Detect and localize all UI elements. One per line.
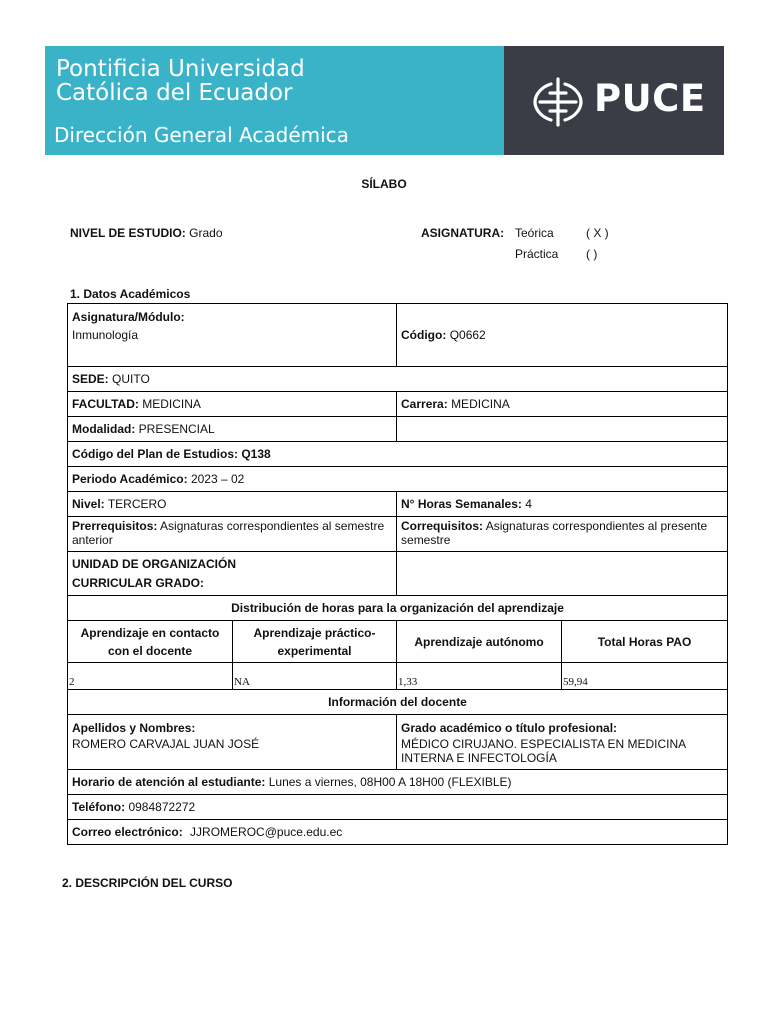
value-autonomo: 1,33	[397, 663, 562, 690]
header-total: Total Horas PAO	[562, 621, 728, 663]
teorica-label: Teórica	[515, 226, 554, 240]
horario-cell	[68, 770, 728, 795]
nivel-estudio	[70, 226, 223, 240]
modalidad-label: Modalidad:	[72, 422, 136, 436]
teorica-mark: ( X )	[586, 226, 609, 240]
prerrequisitos-cell	[68, 517, 397, 552]
docente-title: Información del docente	[68, 690, 728, 715]
periodo-value: 2023 – 02	[190, 472, 245, 486]
correo-value: JJROMEROC@puce.edu.ec	[190, 825, 343, 839]
table-row	[68, 367, 728, 392]
correquisitos-value: Asignaturas correspondientes al presente semestre	[401, 519, 708, 547]
periodo-label: Periodo Académico:	[72, 472, 188, 486]
nivel-value: TERCERO	[107, 497, 167, 511]
logo-panel	[504, 46, 724, 155]
unidad-organizacion-cell	[68, 552, 397, 596]
nivel-estudio-label: NIVEL DE ESTUDIO:	[70, 226, 186, 240]
nombres-cell	[68, 715, 397, 770]
empty-cell	[397, 417, 728, 442]
sede-label: SEDE:	[72, 372, 109, 386]
puce-emblem-icon	[530, 76, 586, 128]
logo-text: PUCE	[594, 77, 706, 120]
practica-mark: ( )	[586, 247, 598, 261]
asignatura-label: ASIGNATURA:	[421, 226, 505, 240]
periodo-cell	[68, 467, 728, 492]
table-row	[68, 392, 728, 417]
value-total: 59,94	[562, 663, 728, 690]
facultad-label: FACULTAD:	[72, 397, 139, 411]
university-name-line1: Pontificia Universidad	[56, 56, 305, 82]
nivel-label: Nivel:	[72, 497, 105, 511]
table-row	[68, 663, 728, 690]
table-row	[68, 304, 728, 367]
modalidad-cell	[68, 417, 397, 442]
nivel-estudio-value: Grado	[189, 226, 223, 240]
nombres-label: Apellidos y Nombres:	[72, 721, 196, 735]
table-row	[68, 770, 728, 795]
carrera-label: Carrera:	[401, 397, 448, 411]
telefono-value: 0984872272	[128, 800, 196, 814]
prerrequisitos-label: Prerrequisitos:	[72, 519, 158, 533]
nombres-value: ROMERO CARVAJAL JUAN JOSÉ	[72, 737, 260, 751]
datos-academicos-table	[67, 303, 728, 845]
page-title: SÍLABO	[361, 177, 407, 191]
header-autonomo: Aprendizaje autónomo	[397, 621, 562, 663]
table-row	[68, 596, 728, 621]
facultad-value: MEDICINA	[142, 397, 201, 411]
value-practico: NA	[233, 663, 397, 690]
table-row	[68, 467, 728, 492]
modalidad-value: PRESENCIAL	[138, 422, 215, 436]
horas-cell	[397, 492, 728, 517]
horario-label: Horario de atención al estudiante:	[72, 775, 266, 789]
codigo-label: Código:	[401, 328, 447, 342]
telefono-cell	[68, 795, 728, 820]
correquisitos-cell	[397, 517, 728, 552]
asignatura-label: Asignatura/Módulo:	[72, 310, 185, 324]
table-row	[68, 492, 728, 517]
table-row	[68, 820, 728, 845]
grado-label: Grado académico o título profesional:	[401, 721, 618, 735]
header-contacto: Aprendizaje en contacto con el docente	[68, 621, 233, 663]
codigo-cell	[397, 304, 728, 367]
distribucion-title: Distribución de horas para la organización del aprendizaje	[68, 596, 728, 621]
university-name-line2: Católica del Ecuador	[56, 80, 293, 106]
table-row	[68, 552, 728, 596]
plan-estudios-cell: Código del Plan de Estudios: Q138	[68, 442, 728, 467]
direction-name: Dirección General Académica	[54, 123, 349, 147]
table-row	[68, 442, 728, 467]
telefono-label: Teléfono:	[72, 800, 126, 814]
facultad-cell	[68, 392, 397, 417]
asignatura-cell	[68, 304, 397, 367]
header-banner	[45, 46, 724, 155]
grado-cell	[397, 715, 728, 770]
section-1-heading: 1. Datos Académicos	[70, 287, 191, 301]
empty-cell	[397, 552, 728, 596]
asignatura-value: Inmunología	[72, 328, 139, 342]
value-contacto: 2	[68, 663, 233, 690]
section-2-heading: 2. DESCRIPCIÓN DEL CURSO	[62, 876, 233, 890]
sede-cell	[68, 367, 728, 392]
table-row	[68, 621, 728, 663]
nivel-cell	[68, 492, 397, 517]
correo-label: Correo electrónico:	[72, 825, 183, 839]
unidad-line1: UNIDAD DE ORGANIZACIÓN	[72, 556, 236, 571]
header-practico: Aprendizaje práctico-experimental	[233, 621, 397, 663]
university-panel	[45, 46, 504, 155]
unidad-line2: CURRICULAR GRADO:	[72, 575, 204, 590]
prerrequisitos-value: Asignaturas correspondientes al semestre anterior	[72, 519, 385, 547]
grado-value: MÉDICO CIRUJANO. ESPECIALISTA EN MEDICINA INTERNA E INFECTOLOGÍA	[401, 737, 686, 765]
table-row	[68, 690, 728, 715]
horario-value: Lunes a viernes, 08H00 A 18H00 (FLEXIBLE)	[268, 775, 512, 789]
correquisitos-label: Correquisitos:	[401, 519, 484, 533]
carrera-cell	[397, 392, 728, 417]
table-row	[68, 417, 728, 442]
horas-label: N° Horas Semanales:	[401, 497, 522, 511]
codigo-value: Q0662	[449, 328, 486, 342]
horas-value: 4	[525, 497, 532, 511]
correo-cell	[68, 820, 728, 845]
table-row	[68, 517, 728, 552]
table-row	[68, 715, 728, 770]
practica-label: Práctica	[515, 247, 559, 261]
table-row	[68, 795, 728, 820]
sede-value: QUITO	[112, 372, 150, 386]
carrera-value: MEDICINA	[451, 397, 510, 411]
